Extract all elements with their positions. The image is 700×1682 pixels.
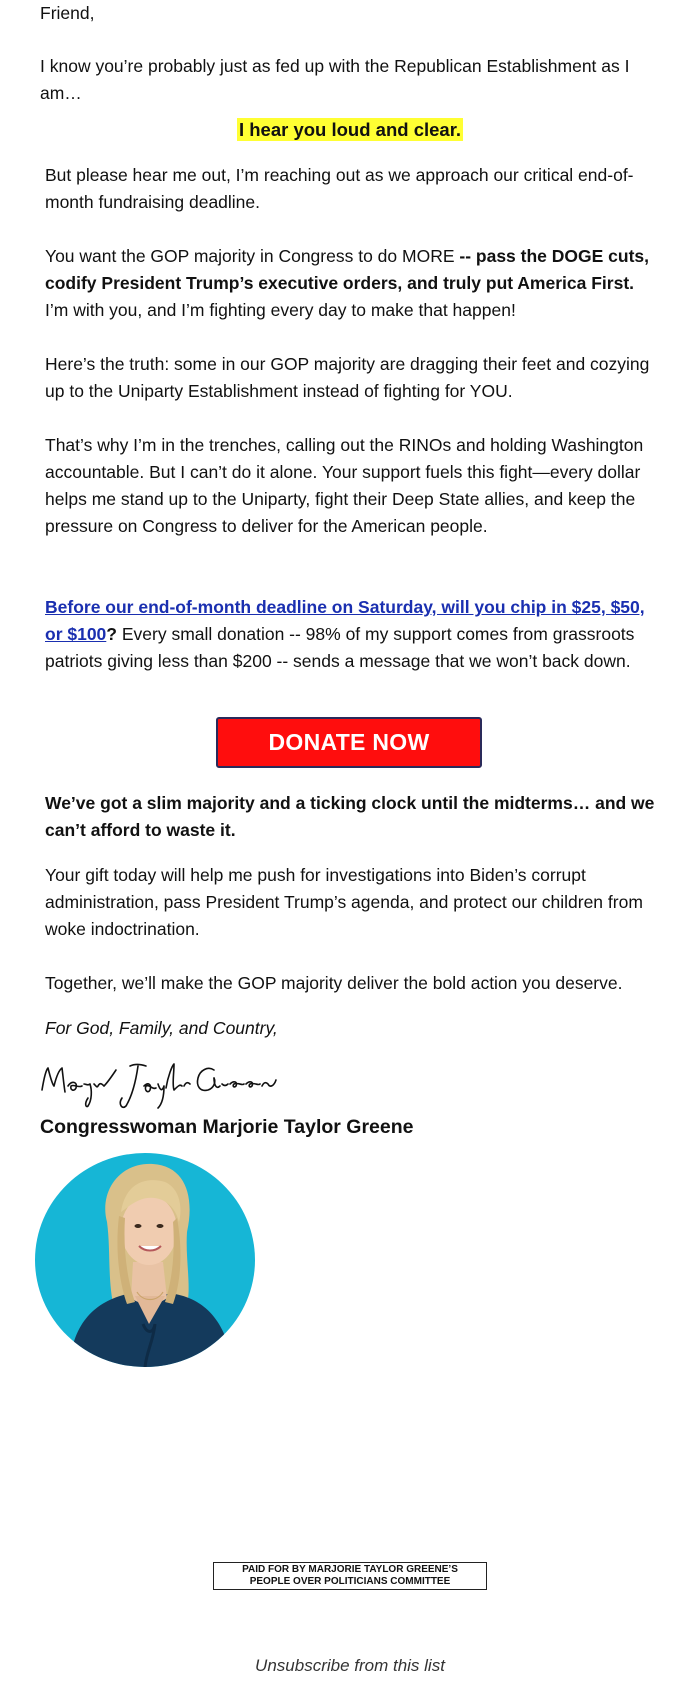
ask-tail: Every small donation -- 98% of my support comes from grassroots patriots giving less than $200 -- sends a message that we won’t back down.	[45, 624, 635, 671]
majority-bold: -- pass the DOGE cuts, codify President Trump’s executive orders, and truly put America First.	[45, 246, 649, 293]
signature-image	[38, 1056, 278, 1114]
disclaimer-line-2: PEOPLE OVER POLITICIANS COMMITTEE	[249, 1576, 451, 1587]
disclaimer-line-1: PAID FOR BY MARJORIE TAYLOR GREENE’S	[242, 1564, 458, 1575]
intro-paragraph: I know you’re probably just as fed up with the Republican Establishment as I am…	[40, 56, 630, 103]
majority-paragraph	[45, 243, 660, 324]
closing-line: For God, Family, and Country,	[45, 1018, 278, 1038]
ask-paragraph	[45, 594, 660, 675]
majority-tail: I’m with you, and I’m fighting every day to make that happen!	[45, 300, 516, 320]
highlight-line	[0, 116, 700, 144]
majority-lead: You want the GOP majority in Congress to do MORE	[45, 246, 460, 266]
greeting: Friend,	[40, 3, 95, 23]
gift-paragraph: Your gift today will help me push for investigations into Biden’s corrupt administration, pass President Trump’s agenda, and protect our children from woke indoctrination.	[45, 865, 643, 939]
signer-name: Congresswoman Marjorie Taylor Greene	[40, 1116, 414, 1138]
trenches-paragraph: That’s why I’m in the trenches, calling out the RINOs and holding Washington accountable. But I can’t do it alone. Your support fuels this fight—every dollar helps me stand up to the Uniparty, fight their Deep State allies, and keep the pressure on Congress to deliver for the American people.	[45, 435, 644, 536]
donation-ask-link[interactable]: Before our end-of-month deadline on Saturday, will you chip in $25, $50, or $100	[45, 597, 645, 644]
highlight-text: I hear you loud and clear.	[238, 119, 462, 140]
deadline-paragraph: But please hear me out, I’m reaching out as we approach our critical end-of-month fundraising deadline.	[45, 165, 634, 212]
paid-for-disclaimer	[213, 1562, 487, 1590]
truth-paragraph: Here’s the truth: some in our GOP majority are dragging their feet and cozying up to the Uniparty Establishment instead of fighting for YOU.	[45, 354, 650, 401]
slim-majority-paragraph: We’ve got a slim majority and a ticking clock until the midterms… and we can’t afford to waste it.	[45, 793, 655, 840]
ask-question-mark: ?	[106, 624, 117, 644]
donate-now-button[interactable]: DONATE NOW	[216, 717, 482, 768]
candidate-portrait	[35, 1152, 255, 1367]
together-paragraph: Together, we’ll make the GOP majority deliver the bold action you deserve.	[45, 973, 623, 993]
unsubscribe-link[interactable]: Unsubscribe from this list	[255, 1656, 445, 1675]
